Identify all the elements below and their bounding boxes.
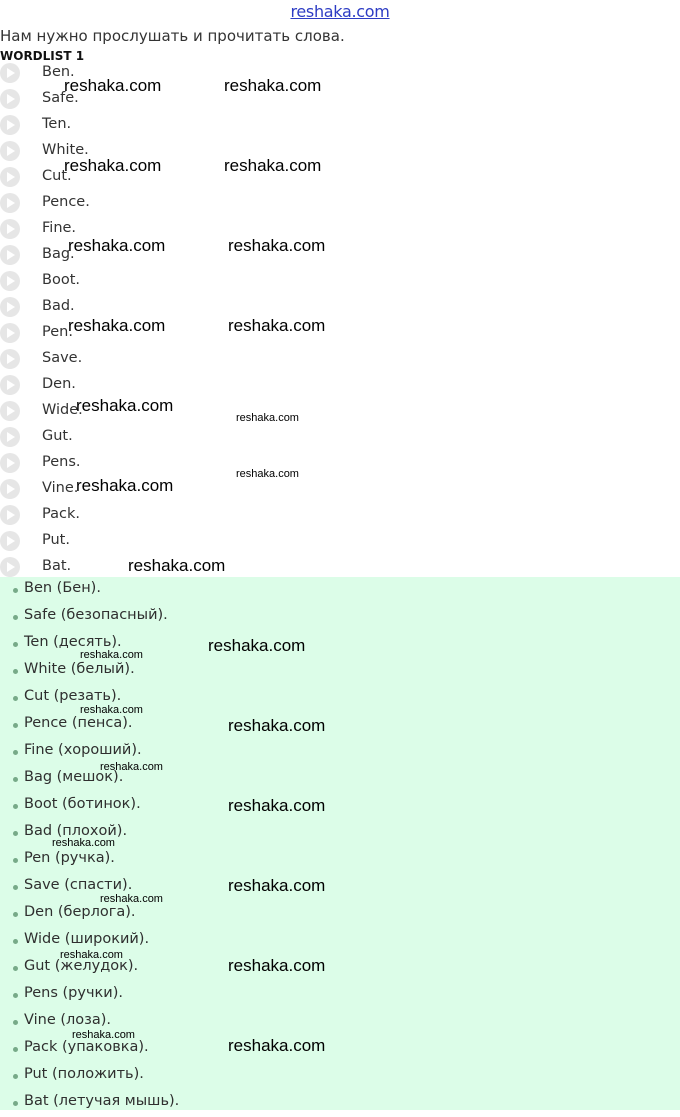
list-item: [0, 1063, 680, 1090]
word-row: [0, 268, 680, 294]
translation-text: Fine (хороший).: [24, 742, 142, 758]
list-item: [0, 577, 680, 604]
play-icon[interactable]: [0, 297, 20, 317]
watermark: reshaka.com: [128, 556, 226, 575]
translation-text: Pen (ручка).: [24, 850, 115, 866]
watermark: reshaka.com: [68, 316, 166, 335]
watermark: reshaka.com: [60, 949, 123, 961]
watermark: reshaka.com: [52, 837, 115, 849]
bullet: [13, 669, 18, 674]
watermark: reshaka.com: [228, 876, 326, 895]
play-icon[interactable]: [0, 505, 20, 525]
translation-text: Pack (упаковка).: [24, 1039, 149, 1055]
list-item: [0, 658, 680, 685]
bullet: [13, 723, 18, 728]
play-icon[interactable]: [0, 349, 20, 369]
word-label: Cut.: [42, 168, 72, 184]
bullet: [13, 1074, 18, 1079]
play-icon[interactable]: [0, 141, 20, 161]
watermark: reshaka.com: [80, 649, 143, 661]
translation-text: Bat (летучая мышь).: [24, 1093, 180, 1109]
word-label: Vine.: [42, 480, 79, 496]
word-row: [0, 372, 680, 398]
bullet: [13, 939, 18, 944]
word-label: Wide.: [42, 402, 83, 418]
play-icon[interactable]: [0, 193, 20, 213]
word-row: [0, 112, 680, 138]
word-label: Pence.: [42, 194, 90, 210]
word-label: White.: [42, 142, 89, 158]
word-label: Fine.: [42, 220, 77, 236]
word-label: Pens.: [42, 454, 81, 470]
bullet: [13, 858, 18, 863]
play-icon[interactable]: [0, 271, 20, 291]
word-label: Boot.: [42, 272, 80, 288]
watermark: reshaka.com: [64, 156, 162, 175]
play-icon[interactable]: [0, 427, 20, 447]
bullet: [13, 750, 18, 755]
watermark: reshaka.com: [68, 236, 166, 255]
word-row: [0, 346, 680, 372]
play-icon[interactable]: [0, 167, 20, 187]
list-item: [0, 604, 680, 631]
play-icon[interactable]: [0, 323, 20, 343]
watermark: reshaka.com: [76, 396, 174, 415]
translation-text: Save (спасти).: [24, 877, 133, 893]
play-icon[interactable]: [0, 115, 20, 135]
word-label: Ten.: [42, 116, 72, 132]
watermark: reshaka.com: [100, 761, 163, 773]
intro-text: Нам нужно прослушать и прочитать слова.: [0, 27, 345, 45]
word-label: Save.: [42, 350, 83, 366]
bullet: [13, 777, 18, 782]
site-link[interactable]: reshaka.com: [290, 2, 390, 21]
play-icon[interactable]: [0, 531, 20, 551]
play-icon[interactable]: [0, 245, 20, 265]
bullet: [13, 993, 18, 998]
list-item: [0, 982, 680, 1009]
watermark: reshaka.com: [100, 893, 163, 905]
watermark: reshaka.com: [64, 76, 162, 95]
word-row: [0, 190, 680, 216]
word-label: Den.: [42, 376, 76, 392]
word-label: Ben.: [42, 64, 75, 80]
watermark: reshaka.com: [224, 76, 322, 95]
watermark: reshaka.com: [228, 956, 326, 975]
translation-text: Pence (пенса).: [24, 715, 133, 731]
watermark: reshaka.com: [228, 796, 326, 815]
bullet: [13, 615, 18, 620]
watermark: reshaka.com: [76, 476, 174, 495]
translation-text: Gut (желудок).: [24, 958, 139, 974]
word-label: Bag.: [42, 246, 75, 262]
translation-text: Boot (ботинок).: [24, 796, 141, 812]
play-icon[interactable]: [0, 375, 20, 395]
watermark: reshaka.com: [208, 636, 306, 655]
play-icon[interactable]: [0, 479, 20, 499]
list-item: [0, 793, 680, 820]
bullet: [13, 1020, 18, 1025]
translation-text: Safe (безопасный).: [24, 607, 168, 623]
watermark: reshaka.com: [228, 716, 326, 735]
translation-text: Put (положить).: [24, 1066, 144, 1082]
word-label: Put.: [42, 532, 70, 548]
translation-text: Bag (мешок).: [24, 769, 124, 785]
watermark: reshaka.com: [228, 316, 326, 335]
bullet: [13, 831, 18, 836]
watermark: reshaka.com: [236, 412, 299, 424]
bullet: [13, 588, 18, 593]
bullet: [13, 1101, 18, 1106]
bullet: [13, 966, 18, 971]
bullet: [13, 804, 18, 809]
bullet: [13, 912, 18, 917]
translation-text: Wide (широкий).: [24, 931, 150, 947]
play-icon[interactable]: [0, 401, 20, 421]
bullet: [13, 642, 18, 647]
watermark: reshaka.com: [228, 236, 326, 255]
word-label: Pen.: [42, 324, 73, 340]
word-label: Bad.: [42, 298, 75, 314]
play-icon[interactable]: [0, 557, 20, 577]
bullet: [13, 885, 18, 890]
list-item: [0, 1090, 680, 1117]
translation-text: Vine (лоза).: [24, 1012, 112, 1028]
translation-text: White (белый).: [24, 661, 135, 677]
translation-text: Den (берлога).: [24, 904, 136, 920]
translation-text: Pens (ручки).: [24, 985, 123, 1001]
watermark: reshaka.com: [236, 468, 299, 480]
play-icon[interactable]: [0, 89, 20, 109]
word-label: Safe.: [42, 90, 79, 106]
watermark: reshaka.com: [228, 1036, 326, 1055]
word-row: [0, 528, 680, 554]
translation-text: Ten (десять).: [24, 634, 122, 650]
play-icon[interactable]: [0, 453, 20, 473]
bullet: [13, 1047, 18, 1052]
word-row: [0, 450, 680, 476]
list-item: [0, 847, 680, 874]
word-label: Pack.: [42, 506, 80, 522]
bullet: [13, 696, 18, 701]
word-row: [0, 502, 680, 528]
wordlist-title: WORDLIST 1: [0, 50, 85, 60]
translation-text: Cut (резать).: [24, 688, 122, 704]
word-row: [0, 424, 680, 450]
watermark: reshaka.com: [80, 704, 143, 716]
translation-text: Bad (плохой).: [24, 823, 128, 839]
watermark: reshaka.com: [224, 156, 322, 175]
word-label: Gut.: [42, 428, 73, 444]
watermark: reshaka.com: [72, 1029, 135, 1041]
word-label: Bat.: [42, 558, 72, 574]
play-icon[interactable]: [0, 63, 20, 83]
translation-text: Ben (Бен).: [24, 580, 101, 596]
play-icon[interactable]: [0, 219, 20, 239]
